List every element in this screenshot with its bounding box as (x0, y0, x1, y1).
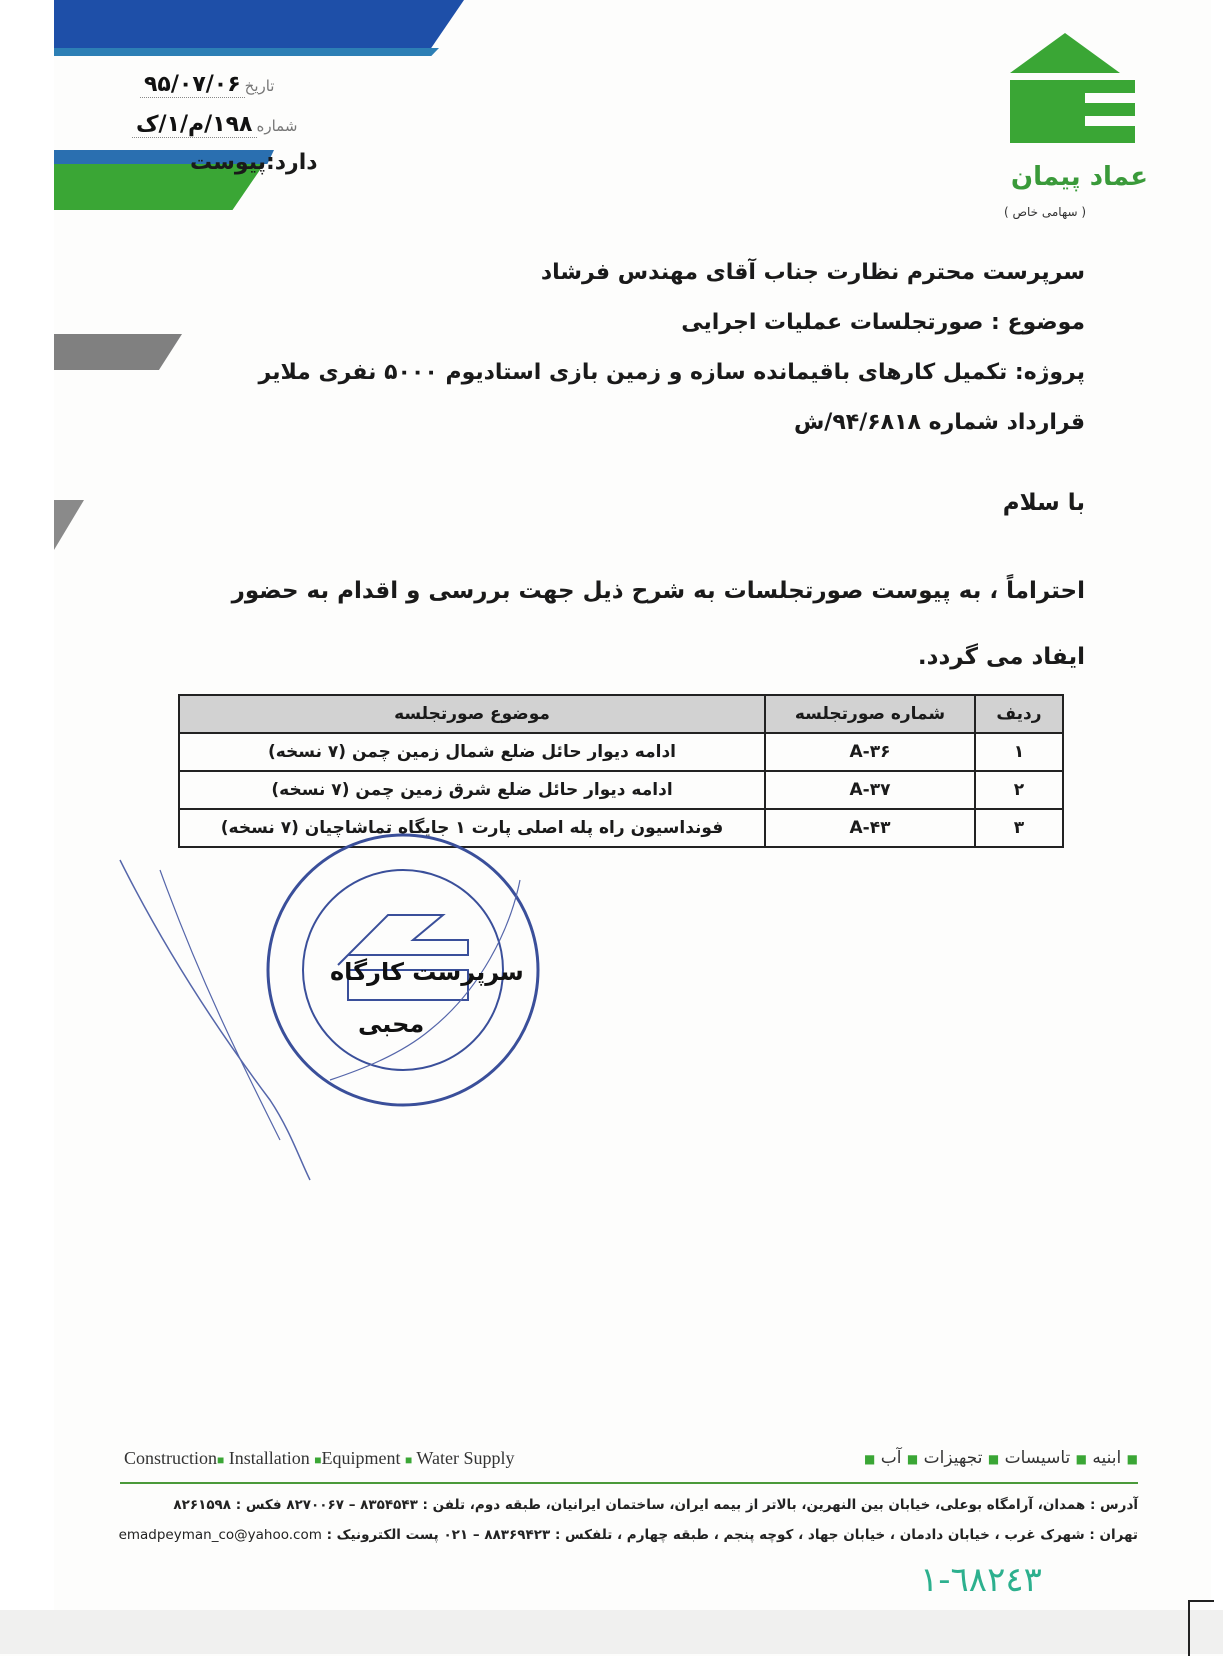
square-bullet-icon: ■ (404, 1453, 413, 1467)
decor-triangle-gray (54, 500, 84, 550)
handwritten-ref-code: ٦٨٢٤٣-١ (920, 1560, 1042, 1600)
cell-row-no: ۲ (975, 771, 1063, 809)
header-row-no: ردیف (975, 695, 1063, 733)
service-fa-2: تاسیسات (1004, 1448, 1071, 1468)
number-value: ۱۹۸/م/۱/ک (132, 112, 257, 138)
cell-row-no: ۳ (975, 809, 1063, 847)
corner-crop-mark (1188, 1600, 1214, 1656)
attachment-field: دارد:پیوست (190, 150, 318, 175)
scan-edge-bottom (0, 1610, 1223, 1654)
service-construction: Construction (124, 1448, 217, 1468)
company-name: عماد پیمان (1010, 162, 1148, 192)
square-bullet-icon: ■ (217, 1453, 225, 1467)
decor-stripe-teal (54, 48, 439, 56)
table-row (179, 733, 1063, 771)
square-bullet-icon: ■ (987, 1452, 1000, 1466)
greeting-line: با سلام (1002, 490, 1085, 516)
body-paragraph: احتراماً ، به پیوست صورتجلسات به شرح ذیل جهت بررسی و اقدام به حضور ایفاد می گردد. (231, 578, 1085, 670)
service-fa-3: تجهیزات (923, 1448, 983, 1468)
company-logo-icon (985, 28, 1150, 228)
signature-name: محبی (358, 1010, 425, 1038)
scan-edge-left (0, 0, 54, 1654)
cell-minutes-subject: ادامه دیوار حائل ضلع شمال زمین چمن (۷ نسخه) (179, 733, 765, 771)
email-link[interactable]: emadpeyman_co@yahoo.com (118, 1527, 322, 1543)
date-label: تاریخ (244, 77, 275, 95)
service-installation: Installation (228, 1448, 310, 1468)
header-minutes-number: شماره صورتجلسه (765, 695, 975, 733)
scan-edge-right (1211, 0, 1223, 1654)
number-label: شماره (256, 117, 298, 135)
company-type: ( سهامی خاص ) (1003, 205, 1087, 219)
date-field (140, 72, 275, 98)
recipient-line: سرپرست محترم نظارت جناب آقای مهندس فرشاد (540, 260, 1085, 285)
square-bullet-icon: ■ (906, 1452, 919, 1466)
footer-divider (120, 1482, 1138, 1484)
service-equipment: Equipment (321, 1448, 401, 1468)
signature-strokes (100, 840, 600, 1190)
signature-title: سرپرست کارگاه (330, 958, 524, 986)
cell-row-no: ۱ (975, 733, 1063, 771)
table-row (179, 771, 1063, 809)
cell-minutes-subject: ادامه دیوار حائل ضلع شرق زمین چمن (۷ نسخه) (179, 771, 765, 809)
date-value: ۹۵/۰۷/۰۶ (140, 72, 245, 98)
address-tehran-text: تهران : شهرک غرب ، خیابان دادمان ، خیابان جهاد ، کوچه پنجم ، طبقه چهارم ، تلفکس : ۸۸۳۶۹۴۲۳ – ۰۲۱ پست الکترونیک : (326, 1527, 1138, 1543)
address-hamedan: آدرس : همدان، آرامگاه بوعلی، خیابان بین النهرین، بالاتر از بیمه ایران، ساختمان ایرانیان، طبقه دوم، تلفن : ۸۳۵۴۵۴۳ – ۸۲۷۰۰۶۷ فکس : ۸۲۶۱۵۹۸ (173, 1497, 1138, 1513)
service-water-supply: Water Supply (416, 1448, 515, 1468)
square-bullet-icon: ■ (314, 1453, 322, 1467)
decor-stripe-blue (54, 0, 464, 48)
decor-stripe-gray (54, 334, 182, 370)
services-persian (864, 1448, 1138, 1468)
square-bullet-icon: ■ (1126, 1452, 1138, 1466)
number-field (132, 112, 297, 138)
cell-minutes-subject: فونداسیون راه پله اصلی پارت ۱ جایگاه تماشاچیان (۷ نسخه) (179, 809, 765, 847)
square-bullet-icon: ■ (864, 1452, 876, 1466)
cell-minutes-number: A-۳۶ (765, 733, 975, 771)
service-fa-4: آب (880, 1448, 902, 1468)
service-fa-1: ابنیه (1092, 1448, 1122, 1468)
subject-line: موضوع : صورتجلسات عملیات اجرایی (681, 310, 1085, 335)
contract-line: قرارداد شماره ۹۴/۶۸۱۸/ش (793, 410, 1085, 435)
table-header-row (179, 695, 1063, 733)
header-minutes-subject: موضوع صورتجلسه (179, 695, 765, 733)
cell-minutes-number: A-۴۳ (765, 809, 975, 847)
services-english (124, 1448, 514, 1469)
address-tehran (119, 1527, 1138, 1543)
square-bullet-icon: ■ (1075, 1452, 1087, 1466)
cell-minutes-number: A-۳۷ (765, 771, 975, 809)
project-line: پروژه: تکمیل کارهای باقیمانده سازه و زمین بازی استادیوم ۵۰۰۰ نفری ملایر (258, 360, 1085, 385)
